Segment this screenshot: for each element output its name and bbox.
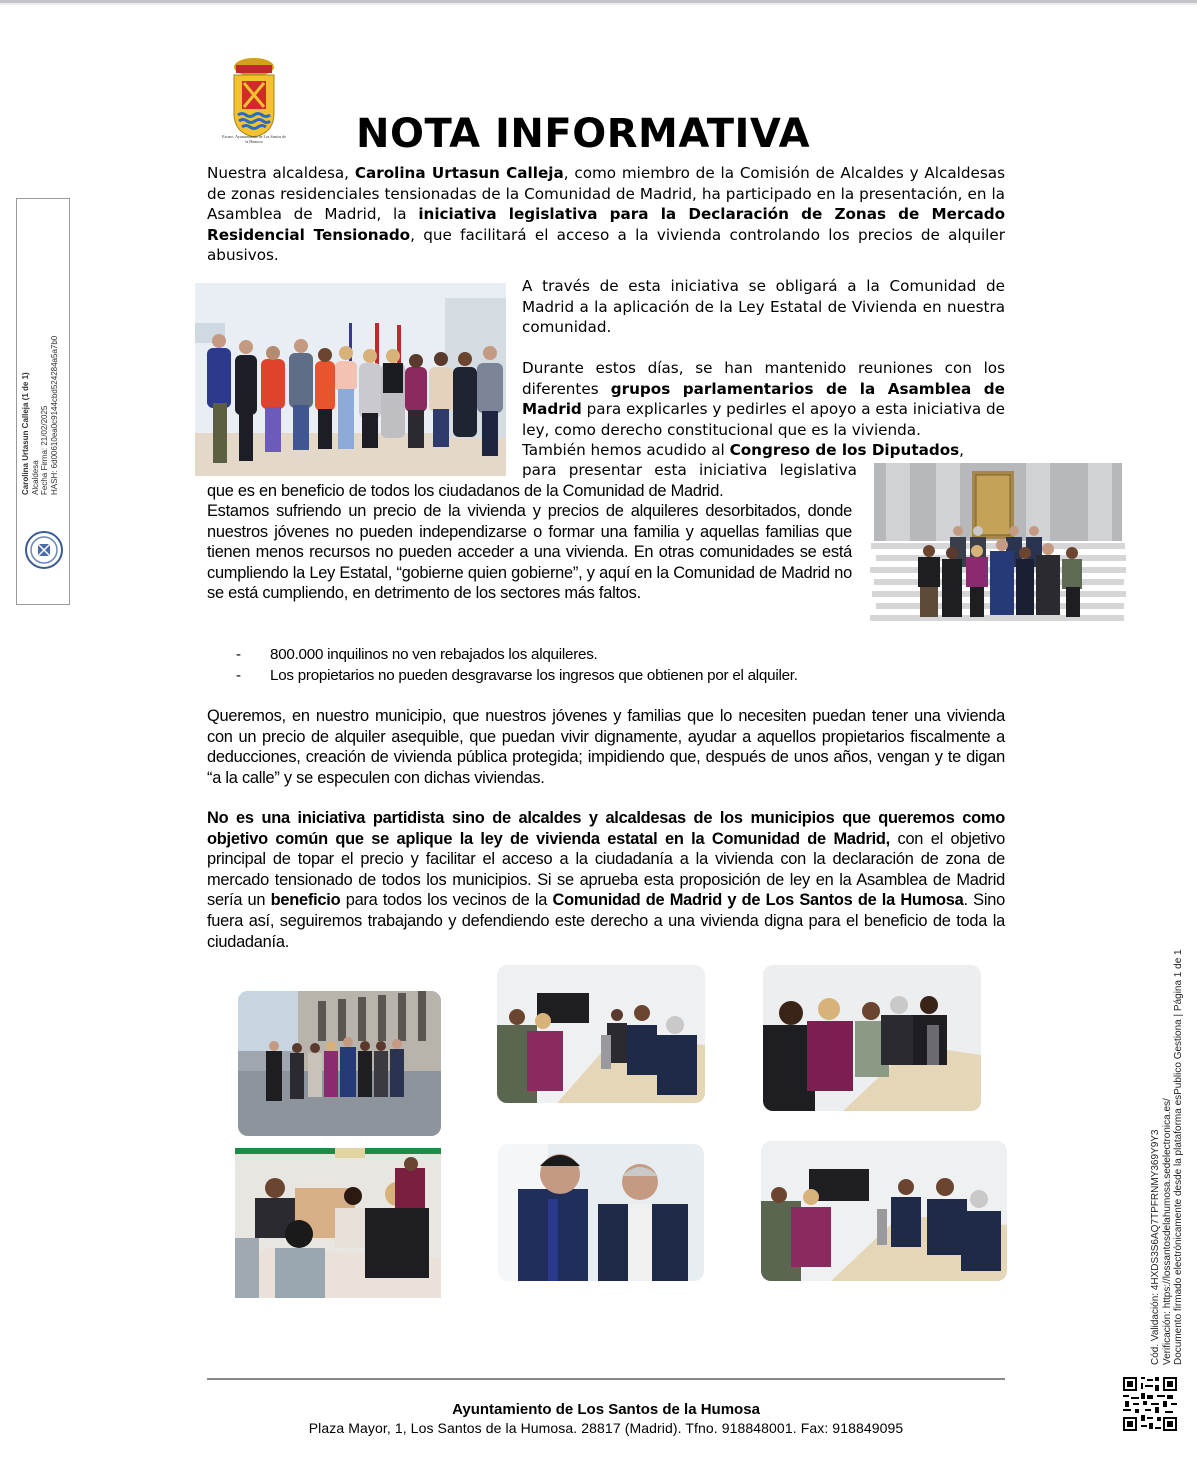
paragraph-suffering: Estamos sufriendo un precio de la vivienda y precios de alquileres desorbitados, donde nuestros jóvenes no pueden independizarse o formar una familia y aquellas familias que tienen menos recursos no pueden acceder a una vivienda. En otras comunidades se está cumpliendo la Ley Estatal, “gobierne quien gobierne”, y aquí en la Comunidad de Madrid no se está cumpliendo, en detrimento de los sectores más faltos. — [207, 502, 852, 603]
footer-organization: Ayuntamiento de Los Santos de la Humosa — [452, 1401, 760, 1418]
paragraph-congress: También hemos acudido al Congreso de los Diputados, — [522, 441, 964, 459]
gallery-photo-meeting-closeup — [498, 1144, 704, 1281]
signature-details — [21, 305, 59, 495]
paragraph-congress-cont: para presentar esta iniciativa legislativa — [522, 461, 857, 479]
signature-date: Fecha Firma: 21/02/2025 — [40, 405, 49, 495]
footer-divider — [207, 1378, 1005, 1380]
page-title: NOTA INFORMATIVA — [356, 111, 811, 157]
bullet-item: - 800.000 inquilinos no ven rebajados los alquileres. — [236, 645, 798, 666]
viewer-top-bar — [0, 0, 1197, 5]
intro-paragraph: Nuestra alcaldesa, Carolina Urtasun Calleja, como miembro de la Comisión de Alcaldes y Alcaldesas de zonas residenciales tensionadas de la Comunidad de Madrid, ha participado en la presentación, en la Asamblea de Madrid, la iniciativa legislativa para la Declaración de Zonas de Mercado Residencial Tensionado, que facilitará el acceso a la vivienda controlando los precios de alquiler abusivos. — [207, 164, 1006, 265]
signature-hash: HASH: 6d00610ea0c9144cbd524284a5a7b0 — [49, 335, 59, 495]
qr-code-icon[interactable] — [1121, 1375, 1179, 1433]
gallery-photo-street-walk — [238, 991, 441, 1136]
seal-icon — [24, 530, 64, 570]
paragraph-meetings: Durante estos días, se han mantenido reuniones con los diferentes grupos parlamentarios de la Asamblea de Madrid para explicarles y pedirles el apoyo a esta iniciativa de ley, como derecho constitucional que es la vivienda. — [522, 359, 1005, 439]
mayor-name: Carolina Urtasun Calleja — [354, 164, 564, 182]
group-photo-congreso — [866, 461, 1130, 633]
verification-info — [1150, 949, 1185, 1365]
paragraph-obligation: A través de esta iniciativa se obligará a la Comunidad de Madrid a la aplicación de la Ley Estatal de Vivienda en nuestra comunidad. — [522, 277, 1005, 337]
verification-url[interactable]: Verificación: https://lossantosdelahumosa.sedelectronica.es/ — [1161, 1098, 1173, 1365]
gallery-photo-meeting-2 — [763, 965, 981, 1111]
gallery-photo-meeting-small-room — [235, 1148, 441, 1298]
validation-code: Cód. Validación: 4HXDS3S6AQ7TPFRNMY369Y9Y3 — [1150, 1129, 1161, 1365]
paragraph-conclusion: No es una iniciativa partidista sino de alcaldes y alcaldesas de los municipios que queremos como objetivo común que se aplique la ley de vivienda estatal en la Comunidad de Madrid, con el objetivo principal de topar el precio y facilitar el acceso a la ciudadanía a la vivienda con la declaración de zona de mercado tensionado de todos los municipios. Si se aprueba esta proposición de ley en la Asamblea de Madrid sería un beneficio para todos los vecinos de la Comunidad de Madrid y de Los Santos de la Humosa. Sino fuera así, seguiremos trabajando y defendiendo este derecho a una vivienda digna para el beneficio de toda la ciudadanía. — [207, 809, 1005, 951]
logo-caption: Excmo. Ayuntamiento de Los Santos de la Humosa — [222, 134, 286, 144]
signer-role: Alcaldesa — [30, 460, 40, 495]
platform-note: Documento firmado electrónicamente desde la plataforma esPublico Gestiona | Página 1 de 1 — [1173, 949, 1184, 1365]
signer-name: Carolina Urtasun Calleja (1 de 1) — [21, 372, 30, 495]
bullet-list — [236, 645, 798, 686]
paragraph-benefit: que es en beneficio de todos los ciudadanos de la Comunidad de Madrid. — [207, 482, 724, 500]
bullet-item: - Los propietarios no pueden desgravarse los ingresos que obtienen por el alquiler. — [236, 666, 798, 687]
gallery-photo-meeting-1 — [497, 965, 705, 1103]
group-photo-asamblea — [195, 283, 506, 476]
gallery-photo-meeting-3 — [761, 1141, 1007, 1281]
paragraph-municipality: Queremos, en nuestro municipio, que nuestros jóvenes y familias que lo necesiten puedan tener una vivienda con un precio de alquiler asequible, que puedan vivir dignamente, ayudar a aquellos propietarios fiscalmente a deducciones, creación de vivienda pública protegida; impidiendo que, después de unos años, vengan y te digan “a la calle” y se especulen con dichas viviendas. — [207, 707, 1005, 787]
footer-address: Plaza Mayor, 1, Los Santos de la Humosa. 28817 (Madrid). Tfno. 918848001. Fax: 918849095 — [308, 1420, 904, 1436]
